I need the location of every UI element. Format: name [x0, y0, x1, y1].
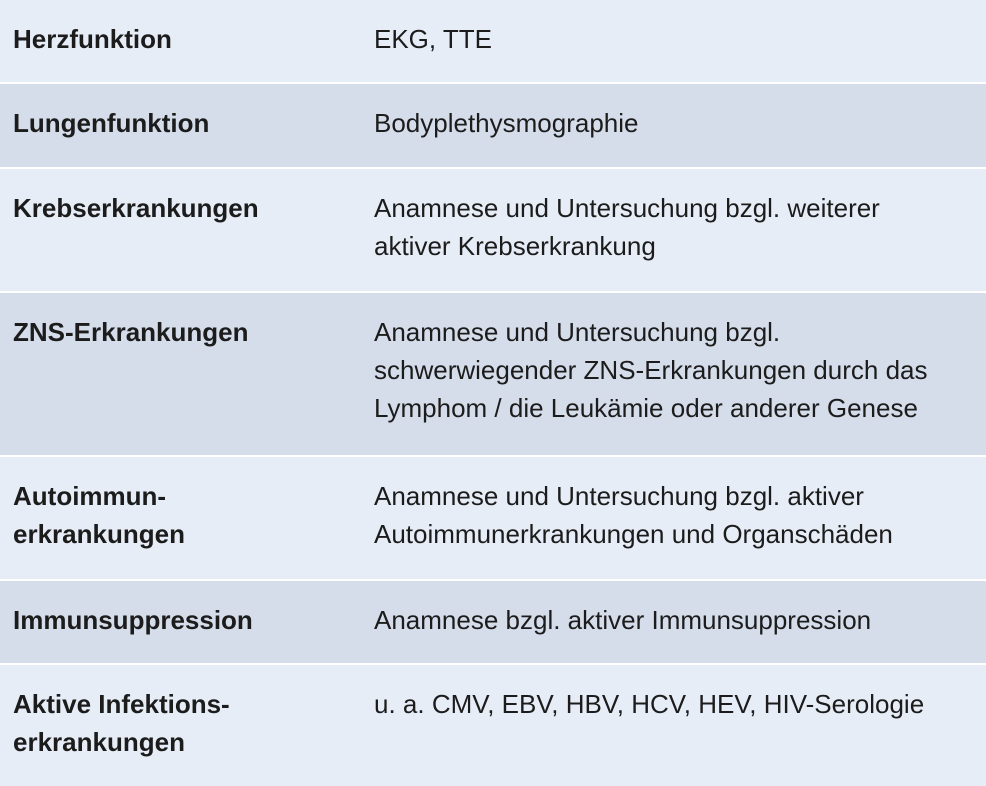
row-label: Krebserkrankungen [13, 193, 259, 223]
row-label: Immunsuppression [13, 605, 253, 635]
row-value: Bodyplethysmographie [374, 108, 639, 138]
row-value: Anamnese bzgl. aktiver Immunsuppression [374, 605, 872, 635]
row-label: ZNS-Erkrankungen [13, 317, 249, 347]
row-value: u. a. CMV, EBV, HBV, HCV, HEV, HIV-Serologie [374, 689, 925, 719]
table-row [0, 581, 986, 665]
row-label: Aktive Infektions- erkrankungen [13, 689, 230, 757]
table-row [0, 0, 986, 84]
table-row [0, 665, 986, 786]
row-value: Anamnese und Untersuchung bzgl. aktiver Autoimmunerkrankungen und Organschäden [374, 481, 893, 549]
row-value: EKG, TTE [374, 24, 492, 54]
table-row [0, 457, 986, 581]
row-label: Herzfunktion [13, 24, 172, 54]
row-label: Lungenfunktion [13, 108, 210, 138]
table-row [0, 293, 986, 457]
table-row [0, 84, 986, 169]
table-row [0, 169, 986, 293]
row-value: Anamnese und Untersuchung bzgl. schwerwiegender ZNS-Erkrankungen durch das Lymphom / die Leukämie oder anderer Genese [374, 317, 928, 423]
row-label: Autoimmun- erkrankungen [13, 481, 185, 549]
row-value: Anamnese und Untersuchung bzgl. weiterer aktiver Krebserkrankung [374, 193, 880, 261]
